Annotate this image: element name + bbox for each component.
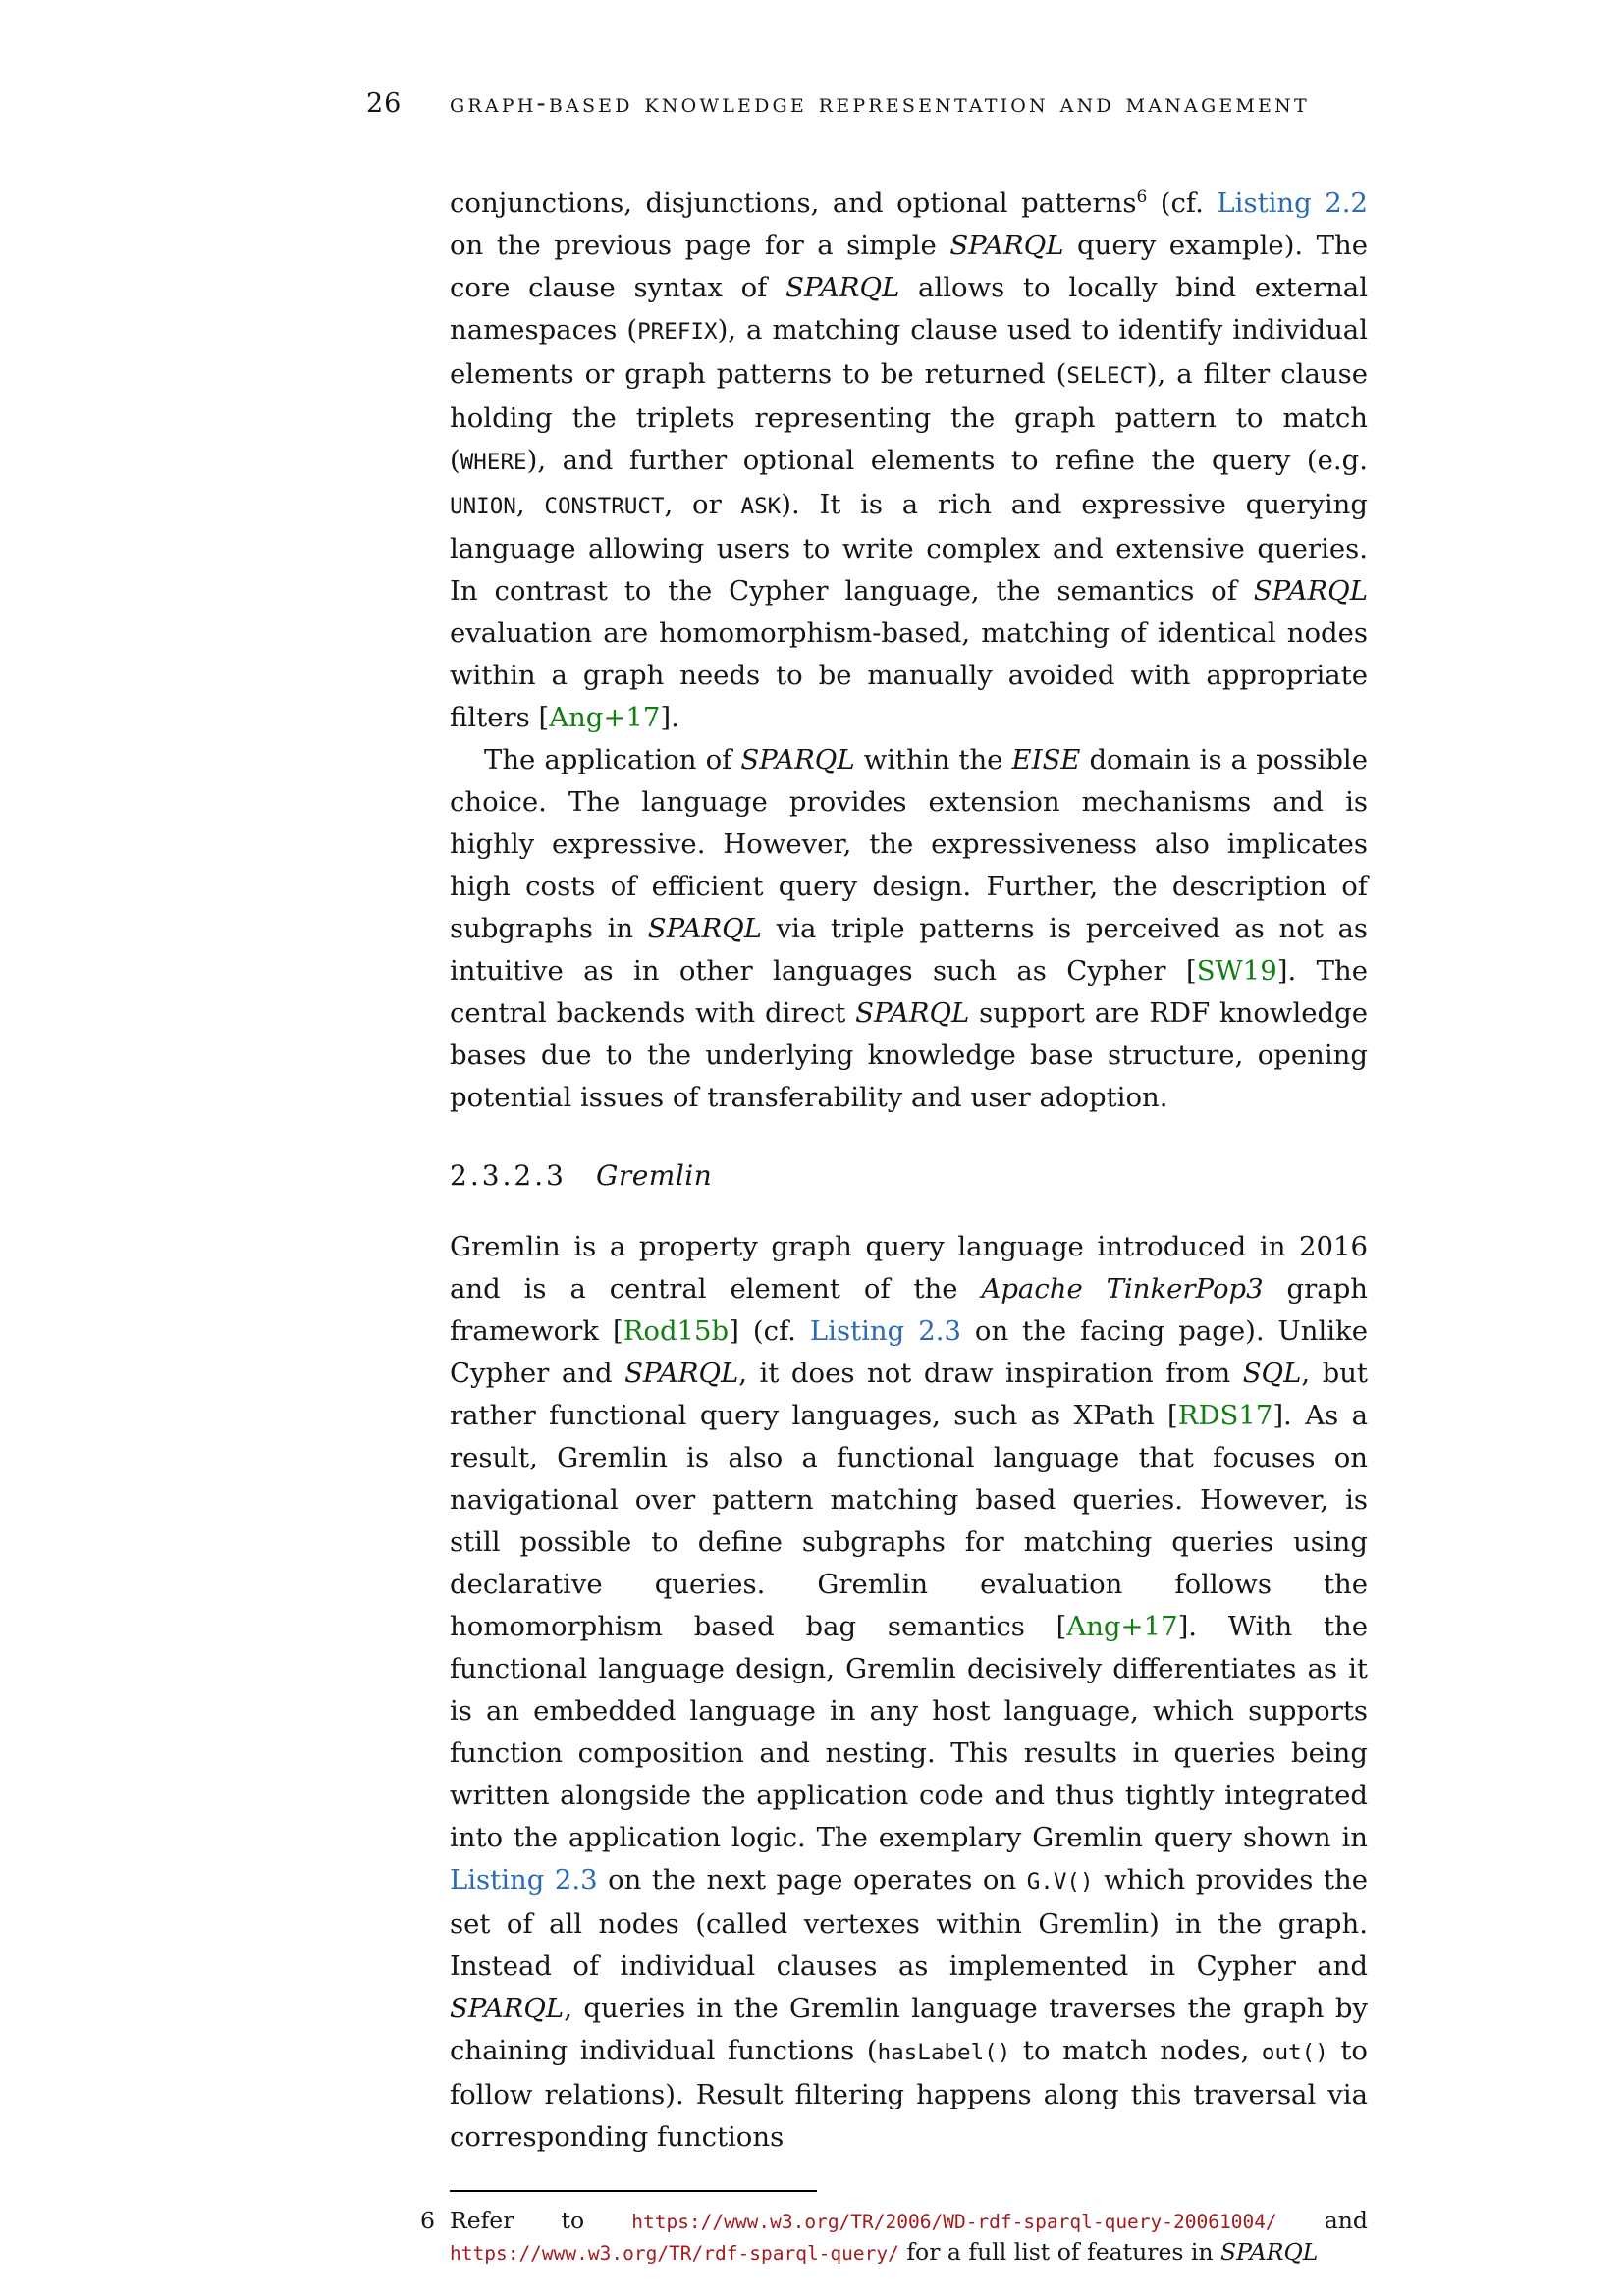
emphasized-text: SPARQL (1220, 2238, 1319, 2266)
text-run: for a full list of features in (898, 2238, 1221, 2266)
text-run: , it does not draw inspiration from (738, 1358, 1243, 1389)
text-run: , (515, 489, 545, 520)
inline-code: UNION (450, 494, 516, 519)
text-run: support are RDF knowledge bases due to the underlying knowledge base structure, opening potential issues of transferability and user adoption. (450, 997, 1368, 1113)
emphasized-text: SPARQL (785, 272, 900, 303)
emphasized-text: EISE (1011, 744, 1081, 775)
footnote-marker[interactable]: 6 (420, 2207, 435, 2234)
section-heading (450, 1154, 1368, 1197)
text-run: (cf. (1147, 187, 1218, 219)
citation-link[interactable]: Rod15b (623, 1315, 730, 1347)
text-run: query example). The core clause syntax of (450, 230, 1368, 303)
paragraph-sparql-application (450, 739, 1368, 1119)
text-run: ] (cf. (729, 1315, 810, 1347)
text-run: ), a matching clause used to identify individual elements or graph patterns to be returned ( (450, 314, 1368, 390)
text-run: , but rather functional query languages, such as XPath [ (450, 1358, 1368, 1431)
text-run: , or (664, 489, 741, 520)
text-run: domain is a possible choice. The language provides extension mechanisms and is highly expressive. However, the expressiveness also implicates high costs of efficient query design. Further, the description of subgraphs in (450, 744, 1368, 944)
emphasized-text: SPARQL (624, 1358, 739, 1389)
text-run: The application of (484, 744, 741, 775)
text-run: via triple patterns is perceived as not as intuitive as in other languages such as Cypher [ (450, 913, 1368, 987)
text-run: which provides the set of all nodes (called vertexes within Gremlin) in the graph. Instead of individual clauses as implemented in Cypher and (450, 1864, 1368, 1982)
footnote-rule (450, 2190, 817, 2192)
emphasized-text: SPARQL (647, 913, 762, 944)
paragraph-gremlin (450, 1226, 1368, 2159)
text-run: , queries in the Gremlin language traverses the graph by chaining individual functions ( (450, 1993, 1368, 2066)
page-header (366, 88, 1310, 119)
citation-link[interactable]: SW19 (1196, 955, 1277, 987)
page-number: 26 (366, 88, 403, 119)
text-column (420, 183, 1369, 2269)
emphasized-text: SPARQL (949, 230, 1064, 261)
text-run: to match nodes, (1010, 2035, 1262, 2066)
text-run: on the next page operates on (597, 1864, 1027, 1896)
text-run: ]. With the functional language design, Gremlin decisively differentiates as it is an embedded language in any host language, which supports function composition and nesting. This results in queries being written alongside the application code and thus tightly integrated into the application logic. The exemplary Gremlin query shown in (450, 1611, 1368, 1853)
internal-link[interactable]: Listing 2.3 (450, 1864, 598, 1896)
text-run: Gremlin is a property graph query language introduced in 2016 and is a central element of the (450, 1231, 1368, 1305)
running-header-title: graph-based knowledge representation and management (450, 88, 1310, 119)
emphasized-text: SPARQL (740, 744, 855, 775)
footnote-body (420, 2206, 1368, 2269)
emphasized-text: SPARQL (450, 1993, 565, 2024)
emphasized-text: SQL (1242, 1358, 1302, 1389)
citation-link[interactable]: Ang+17 (1066, 1611, 1178, 1642)
emphasized-text: SPARQL (1253, 575, 1368, 607)
section-number: 2.3.2.3 (450, 1159, 567, 1192)
inline-code: ASK (740, 494, 782, 519)
internal-link[interactable]: Listing 2.3 (809, 1315, 961, 1347)
text-run: ]. The central backends with direct (450, 955, 1368, 1029)
text-run: conjunctions, disjunctions, and optional patterns (450, 187, 1137, 219)
text-run: allows to locally bind external namespaces ( (450, 272, 1368, 346)
text-run: on the previous page for a simple (450, 230, 950, 261)
text-run: and (1276, 2207, 1368, 2234)
text-run: ]. As a result, Gremlin is also a functional language that focuses on navigational over pattern matching based queries. However, is still possible to define subgraphs for matching queries using declarative queries. Gremlin evaluation follows the homomorphism based bag semantics [ (450, 1400, 1368, 1642)
text-run: evaluation are homomorphism-based, matching of identical nodes within a graph needs to be manually avoided with appropriate filters [ (450, 617, 1368, 733)
inline-code: CONSTRUCT (544, 494, 665, 519)
paragraph-sparql-features (450, 183, 1368, 739)
internal-link[interactable]: Listing 2.2 (1217, 187, 1368, 219)
footnote-ref[interactable]: 6 (1136, 187, 1148, 207)
inline-code: SELECT (1066, 363, 1147, 389)
inline-code: hasLabel() (877, 2040, 1011, 2065)
text-run: ). It is a rich and expressive querying language allowing users to write complex and extensive queries. In contrast to the Cypher language, the semantics of (450, 489, 1368, 607)
citation-link[interactable]: RDS17 (1177, 1400, 1273, 1431)
citation-link[interactable]: Ang+17 (549, 702, 661, 733)
text-run: Refer to (450, 2207, 632, 2234)
inline-code: out() (1261, 2040, 1328, 2065)
text-run: within the (854, 744, 1012, 775)
inline-code: PREFIX (637, 319, 718, 345)
footnote (420, 2190, 1368, 2269)
text-run: to follow relations). Result filtering happens along this traversal via corresponding functions (450, 2035, 1368, 2153)
url-link[interactable]: https://www.w3.org/TR/rdf-sparql-query/ (450, 2242, 899, 2265)
emphasized-text: SPARQL (855, 997, 970, 1029)
inline-code: WHERE (460, 450, 527, 475)
text-run: graph framework [ (450, 1273, 1369, 1347)
text-run: ), a filter clause holding the triplets representing the graph pattern to match ( (450, 358, 1368, 476)
text-run: ]. (660, 702, 679, 733)
url-link[interactable]: https://www.w3.org/TR/2006/WD-rdf-sparql-query-20061004/ (631, 2211, 1277, 2233)
text-run: on the facing page). Unlike Cypher and (450, 1315, 1368, 1389)
text-run: ), and further optional elements to refine the query (e.g. (526, 445, 1368, 476)
inline-code: G.V() (1026, 1869, 1094, 1895)
emphasized-text: Apache TinkerPop3 (981, 1273, 1264, 1305)
section-title: Gremlin (595, 1159, 713, 1192)
